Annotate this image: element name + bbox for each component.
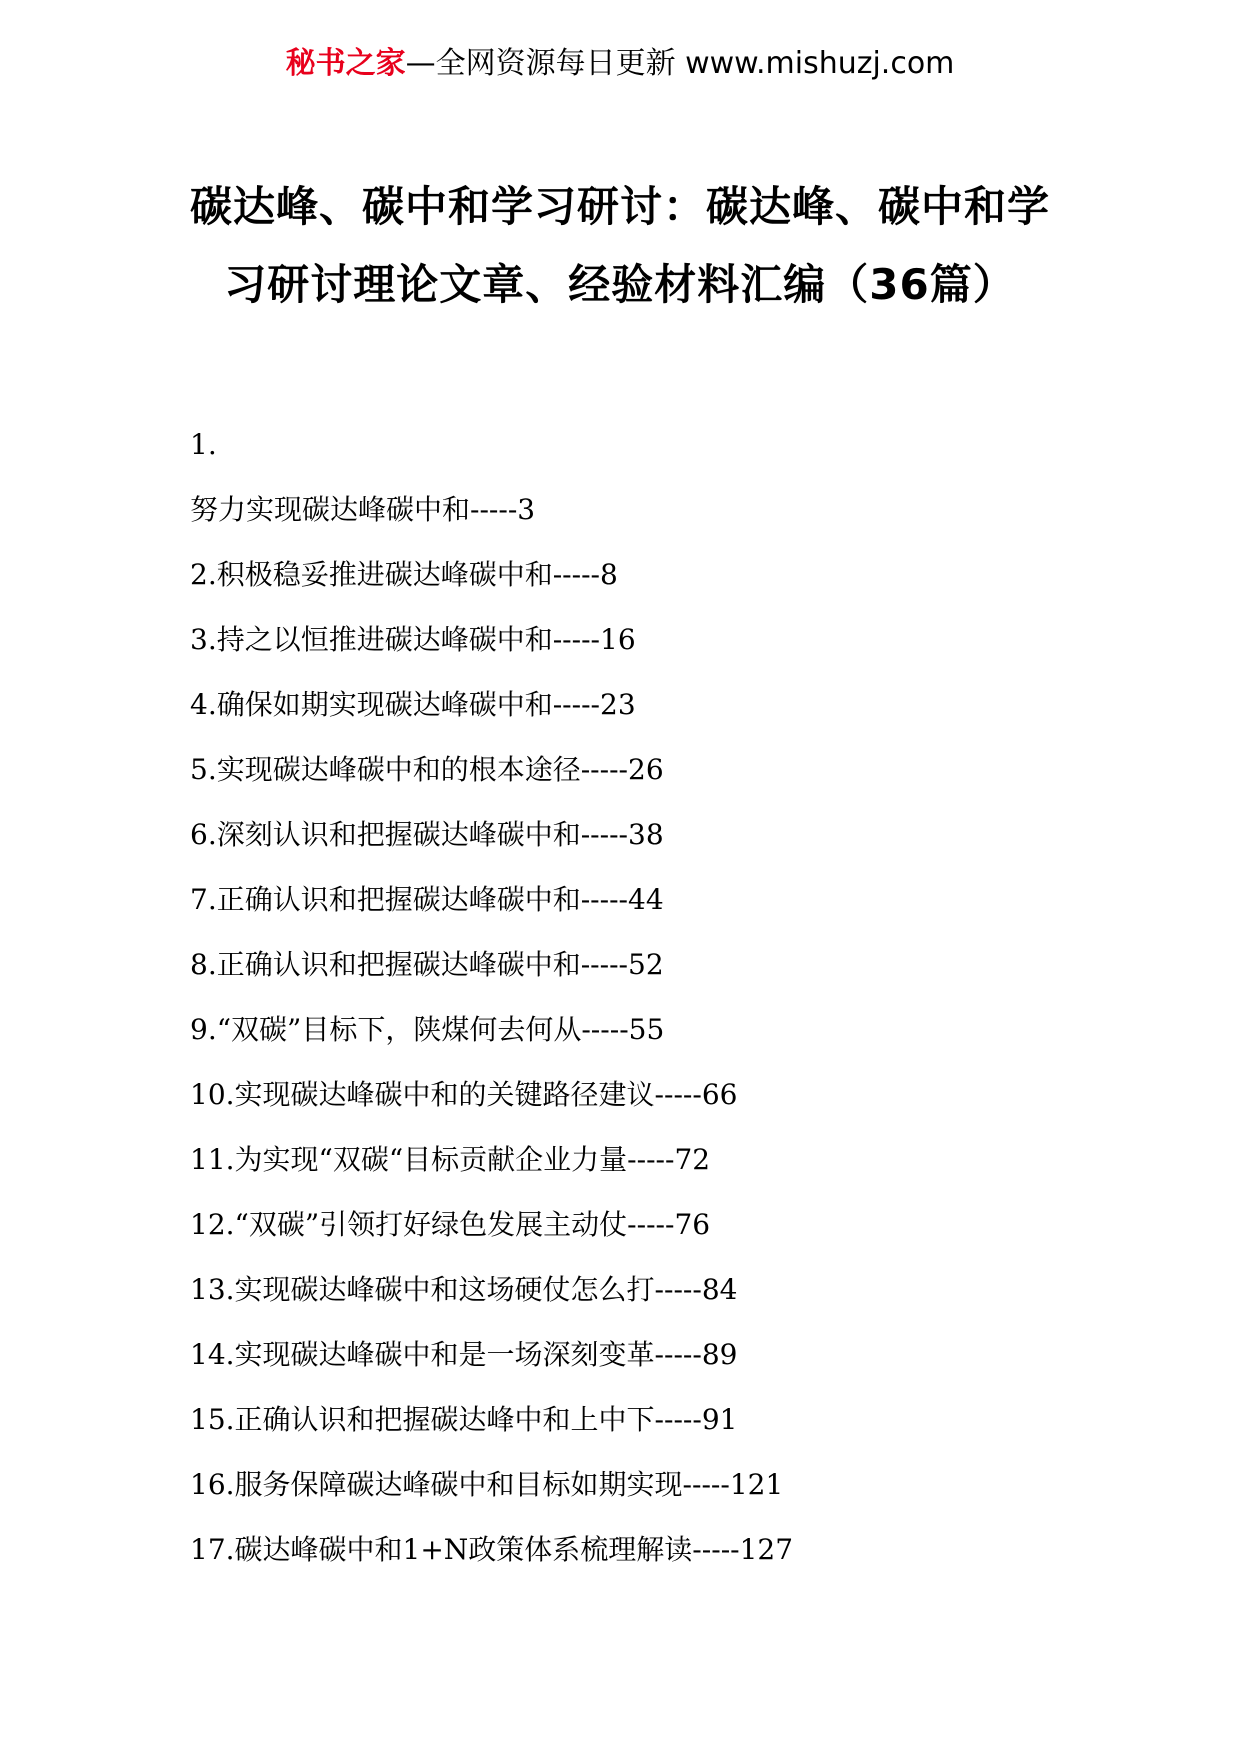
site-tagline: —全网资源每日更新 www.mishuzj.com xyxy=(405,46,955,81)
toc-item: 15.正确认识和把握碳达峰中和上中下-----91 xyxy=(190,1403,738,1436)
toc-item: 2.积极稳妥推进碳达峰碳中和-----8 xyxy=(190,558,618,591)
toc-item: 8.正确认识和把握碳达峰碳中和-----52 xyxy=(190,948,664,981)
toc-item: 17.碳达峰碳中和1+N政策体系梳理解读-----127 xyxy=(190,1533,794,1566)
toc-item: 11.为实现“双碳“目标贡献企业力量-----72 xyxy=(190,1143,711,1176)
toc-item: 1. xyxy=(190,428,217,461)
toc-item: 7.正确认识和把握碳达峰碳中和-----44 xyxy=(190,883,664,916)
toc-item: 16.服务保障碳达峰碳中和目标如期实现-----121 xyxy=(190,1468,784,1501)
table-of-contents xyxy=(190,412,1090,1582)
toc-item: 14.实现碳达峰碳中和是一场深刻变革-----89 xyxy=(190,1338,738,1371)
toc-item: 5.实现碳达峰碳中和的根本途径-----26 xyxy=(190,753,664,786)
toc-item: 努力实现碳达峰碳中和-----3 xyxy=(190,493,536,526)
toc-item: 6.深刻认识和把握碳达峰碳中和-----38 xyxy=(190,818,664,851)
toc-item: 13.实现碳达峰碳中和这场硬仗怎么打-----84 xyxy=(190,1273,738,1306)
toc-item: 12.“双碳”引领打好绿色发展主动仗-----76 xyxy=(190,1208,711,1241)
toc-item: 9.“双碳”目标下，陕煤何去何从-----55 xyxy=(190,1013,665,1046)
toc-item: 4.确保如期实现碳达峰碳中和-----23 xyxy=(190,688,636,721)
toc-item: 10.实现碳达峰碳中和的关键路径建议-----66 xyxy=(190,1078,738,1111)
document-title: 碳达峰、碳中和学习研讨：碳达峰、碳中和学习研讨理论文章、经验材料汇编（36篇） xyxy=(190,182,1051,309)
site-header xyxy=(0,44,1240,84)
toc-item: 3.持之以恒推进碳达峰碳中和-----16 xyxy=(190,623,636,656)
site-brand: 秘书之家 xyxy=(285,46,406,81)
